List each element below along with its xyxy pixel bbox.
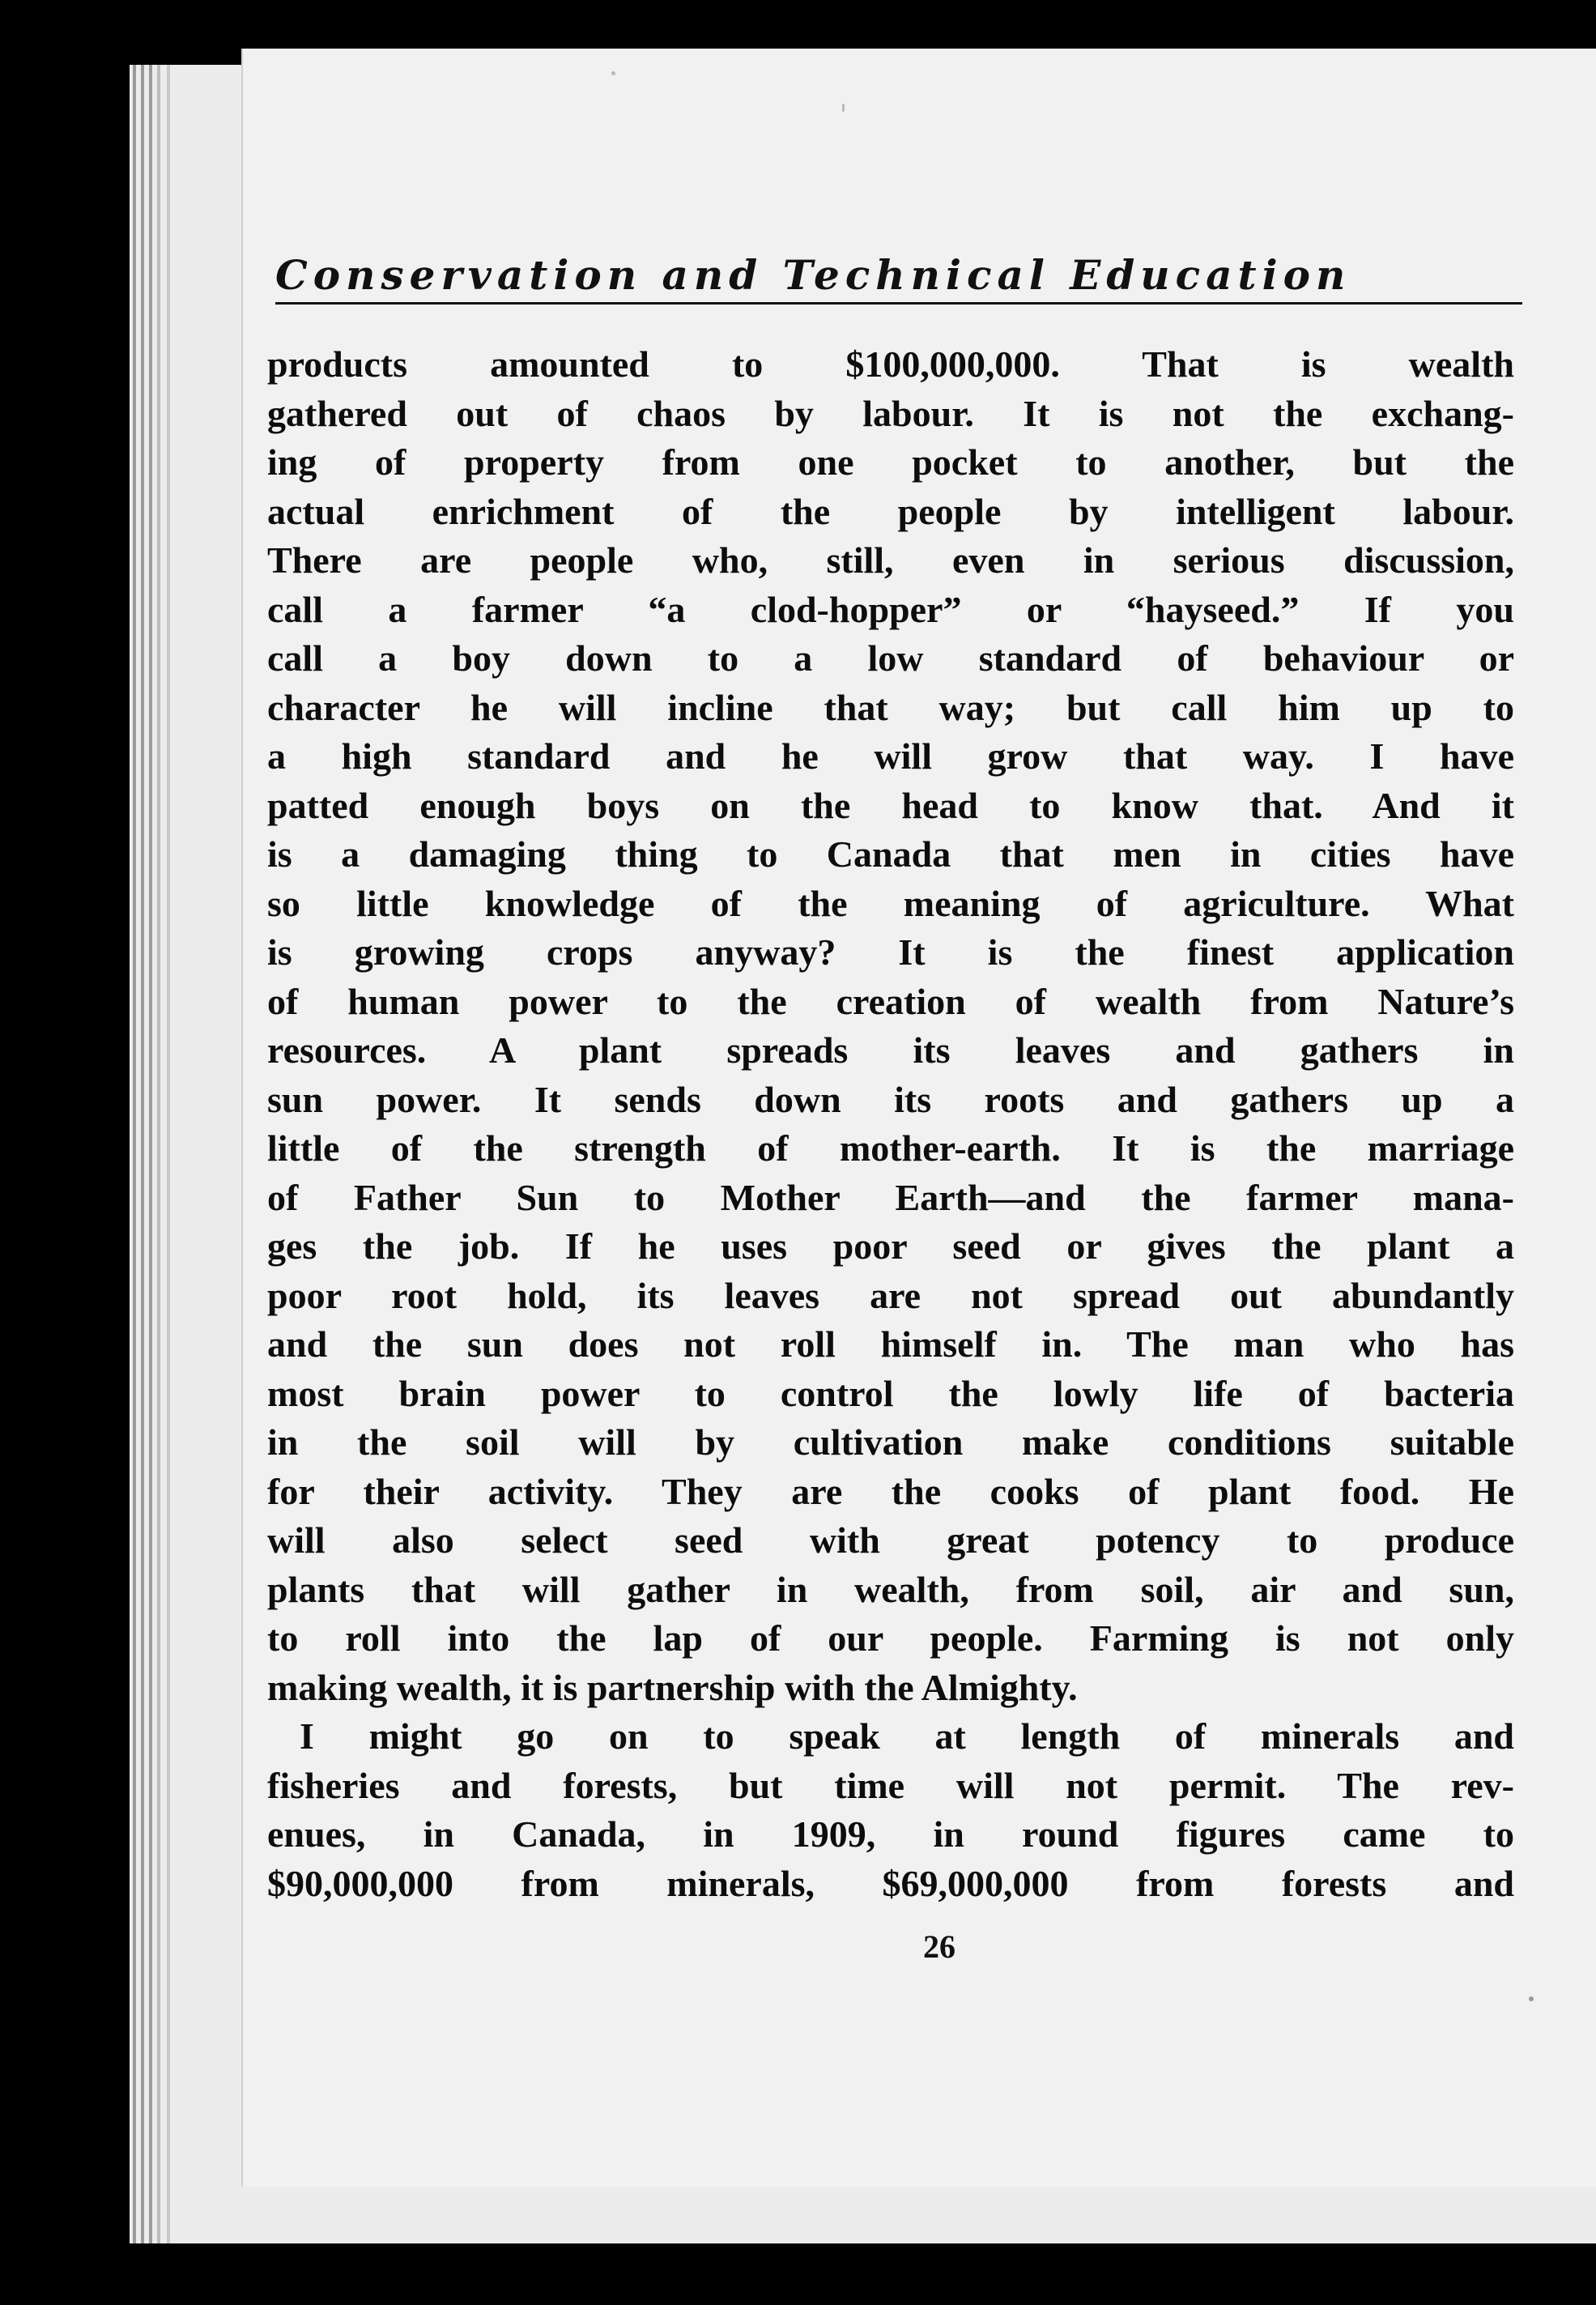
text-line: gathered out of chaos by labour. It is not the exchang-: [267, 392, 1514, 434]
page-edge: [133, 65, 136, 2243]
scan-speck: [611, 71, 615, 75]
text-line: $90,000,000 from minerals, $69,000,000 from forests and: [267, 1862, 1514, 1904]
text-line: enues, in Canada, in 1909, in round figures came to: [267, 1813, 1514, 1855]
scan-speck: [1529, 1996, 1534, 2001]
text-line: will also select seed with great potency to produce: [267, 1519, 1514, 1561]
text-line: to roll into the lap of our people. Farming is not only: [267, 1617, 1514, 1659]
text-line: call a boy down to a low standard of behaviour or: [267, 637, 1514, 679]
text-line: poor root hold, its leaves are not spread out abundantly: [267, 1274, 1514, 1316]
text-line: plants that will gather in wealth, from soil, air and sun,: [267, 1568, 1514, 1610]
text-line: in the soil will by cultivation make conditions suitable: [267, 1421, 1514, 1463]
text-line: ing of property from one pocket to another, but the: [267, 441, 1514, 483]
text-line: patted enough boys on the head to know that. And it: [267, 784, 1514, 826]
text-line: resources. A plant spreads its leaves and gathers in: [267, 1029, 1514, 1071]
paragraph: [267, 340, 1514, 1712]
text-line: is growing crops anyway? It is the finest application: [267, 931, 1514, 973]
page-edge: [157, 65, 160, 2243]
text-line: ges the job. If he uses poor seed or gives the plant a: [267, 1225, 1514, 1267]
page-edge: [149, 65, 152, 2243]
text-line: making wealth, it is partnership with the Almighty.: [267, 1666, 1078, 1708]
text-line: most brain power to control the lowly life of bacteria: [267, 1372, 1514, 1414]
text-line: of Father Sun to Mother Earth—and the farmer mana-: [267, 1176, 1514, 1218]
page-number: 26: [923, 1928, 955, 1965]
page-edge: [167, 65, 170, 2243]
text-line: a high standard and he will grow that way. I have: [267, 735, 1514, 777]
text-line: of human power to the creation of wealth from Nature’s: [267, 980, 1514, 1022]
text-line: so little knowledge of the meaning of agriculture. What: [267, 882, 1514, 924]
text-line: is a damaging thing to Canada that men in cities have: [267, 833, 1514, 875]
text-line: actual enrichment of the people by intelligent labour.: [267, 490, 1514, 532]
scan-speck: [842, 104, 845, 112]
text-line: call a farmer “a clod-hopper” or “hayseed.” If you: [267, 588, 1514, 630]
running-head: Conservation and Technical Education: [275, 251, 1522, 305]
text-line: I might go on to speak at length of minerals and: [300, 1715, 1514, 1757]
text-line: little of the strength of mother-earth. It is the marriage: [267, 1127, 1514, 1169]
text-line: products amounted to $100,000,000. That is wealth: [267, 343, 1514, 385]
text-line: character he will incline that way; but call him up to: [267, 686, 1514, 728]
text-line: There are people who, still, even in serious discussion,: [267, 539, 1514, 581]
text-line: sun power. It sends down its roots and gathers up a: [267, 1078, 1514, 1120]
text-line: and the sun does not roll himself in. The man who has: [267, 1323, 1514, 1365]
paragraph: [267, 1712, 1514, 1908]
body-text: [267, 340, 1514, 1908]
text-line: for their activity. They are the cooks of plant food. He: [267, 1470, 1514, 1512]
text-line: fisheries and forests, but time will not permit. The rev-: [267, 1764, 1514, 1806]
page-edge: [141, 65, 144, 2243]
